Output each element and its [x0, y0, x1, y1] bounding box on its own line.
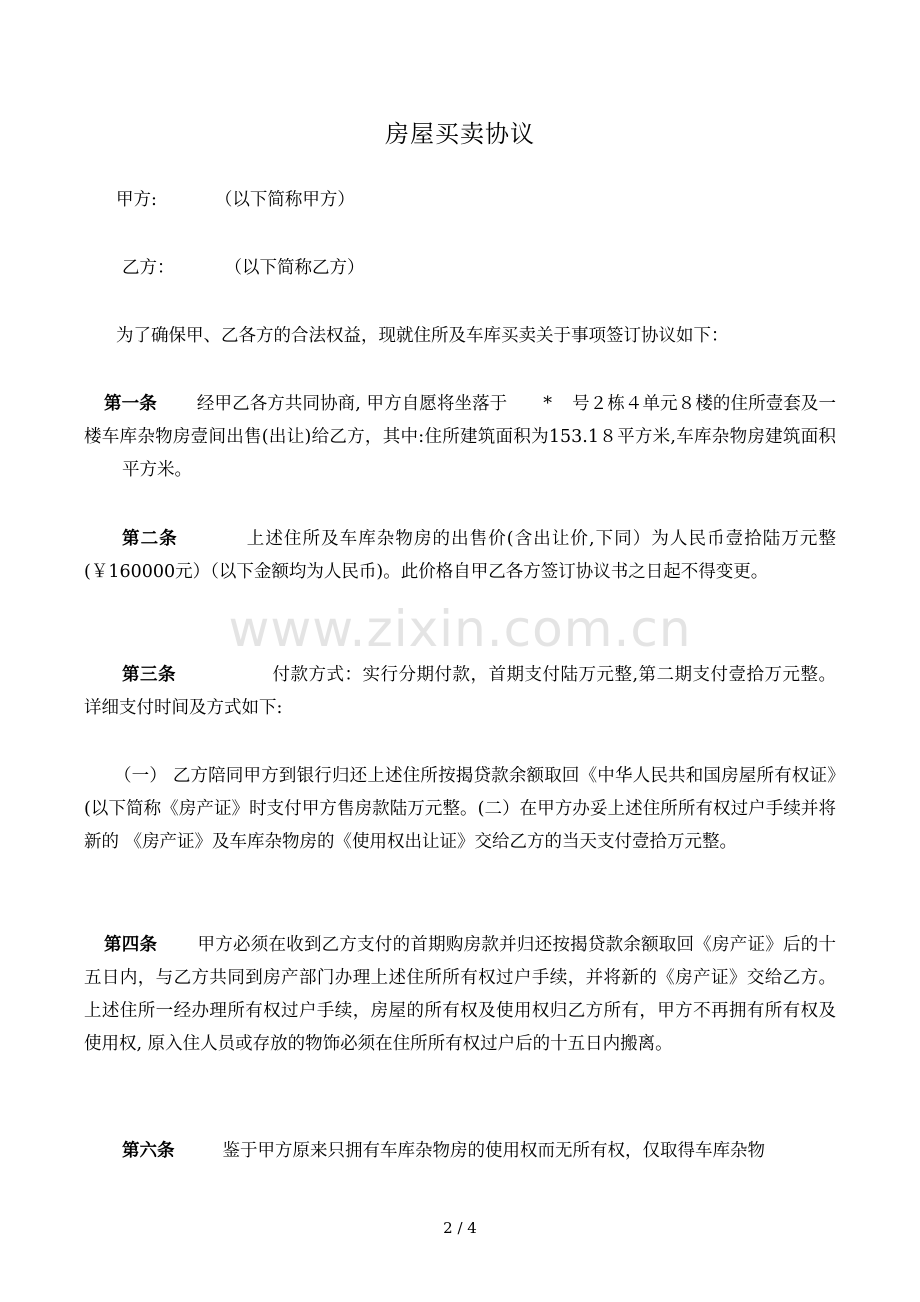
article-2-heading: 第二条: [122, 529, 178, 549]
article-1: [84, 388, 836, 487]
article-1-text-part2: 号２栋４单元８楼的住所壹套及一楼车库杂物房壹间出售(出让)给乙方，其中:住所建筑面积为153.1８平方米,车库杂物房建筑面积: [84, 394, 837, 447]
article-6-heading: 第六条: [122, 1141, 175, 1161]
article-1-marker: *: [543, 394, 553, 414]
article-3: [84, 659, 836, 725]
article-1-text-part1: 经甲乙各方共同协商, 甲方自愿将坐落于: [196, 394, 508, 414]
article-2: [84, 523, 836, 589]
party-a-note: （以下简称甲方）: [214, 190, 355, 210]
payment-terms: （一） 乙方陪同甲方到银行归还上述住所按揭贷款余额取回《中华人民共和国房屋所有权证》(以下简称《房产证》时支付甲方售房款陆万元整。(二）在甲方办妥上述住所所有权过户手续并将新的 《房产证》及车库杂物房的《使用权出让证》交给乙方的当天支付壹拾万元整。: [84, 766, 836, 852]
intro-paragraph: 为了确保甲、乙各方的合法权益，现就住所及车库买卖关于事项签订协议如下：: [116, 326, 729, 346]
article-2-text: 上述住所及车库杂物房的出售价(含出让价,下同）为人民币壹拾陆万元整(￥160000元）（以下金额均为人民币)。此价格自甲乙各方签订协议书之日起不得变更。: [84, 529, 836, 582]
party-b-label: 乙方：: [122, 258, 175, 278]
page-number: 2 / 4: [443, 1219, 477, 1237]
article-6: [84, 1135, 836, 1168]
article-4-text: 甲方必须在收到乙方支付的首期购房款并归还按揭贷款余额取回《房产证》后的十五日内，与乙方共同到房产部门办理上述住所所有权过户手续，并将新的《房产证》交给乙方。上述住所一经办理所有权过户手续，房屋的所有权及使用权归乙方所有，甲方不再拥有所有权及使用权, 原入住人员或存放的物饰必须在住所所有权过户后的十五日内搬离。: [84, 935, 837, 1054]
party-b-line: [122, 252, 365, 285]
article-6-text: 鉴于甲方原来只拥有车库杂物房的使用权而无所有权，仅取得车库杂物: [222, 1141, 765, 1161]
article-1-heading: 第一条: [104, 394, 157, 414]
party-a-label: 甲方:: [116, 190, 157, 210]
party-a-line: [116, 184, 355, 217]
document-title: 房屋买卖协议: [385, 120, 535, 148]
party-b-note: （以下简称乙方）: [224, 258, 365, 278]
article-3-heading: 第三条: [122, 665, 176, 685]
site-watermark: www.zixin.com.cn: [228, 600, 692, 658]
article-4: [84, 929, 836, 1061]
article-1-text-part3: 平方米。: [122, 460, 192, 480]
article-4-heading: 第四条: [104, 935, 158, 955]
article-3-text: 付款方式：实行分期付款，首期支付陆万元整,第二期支付壹拾万元整。详细支付时间及方式如下:: [84, 665, 837, 718]
